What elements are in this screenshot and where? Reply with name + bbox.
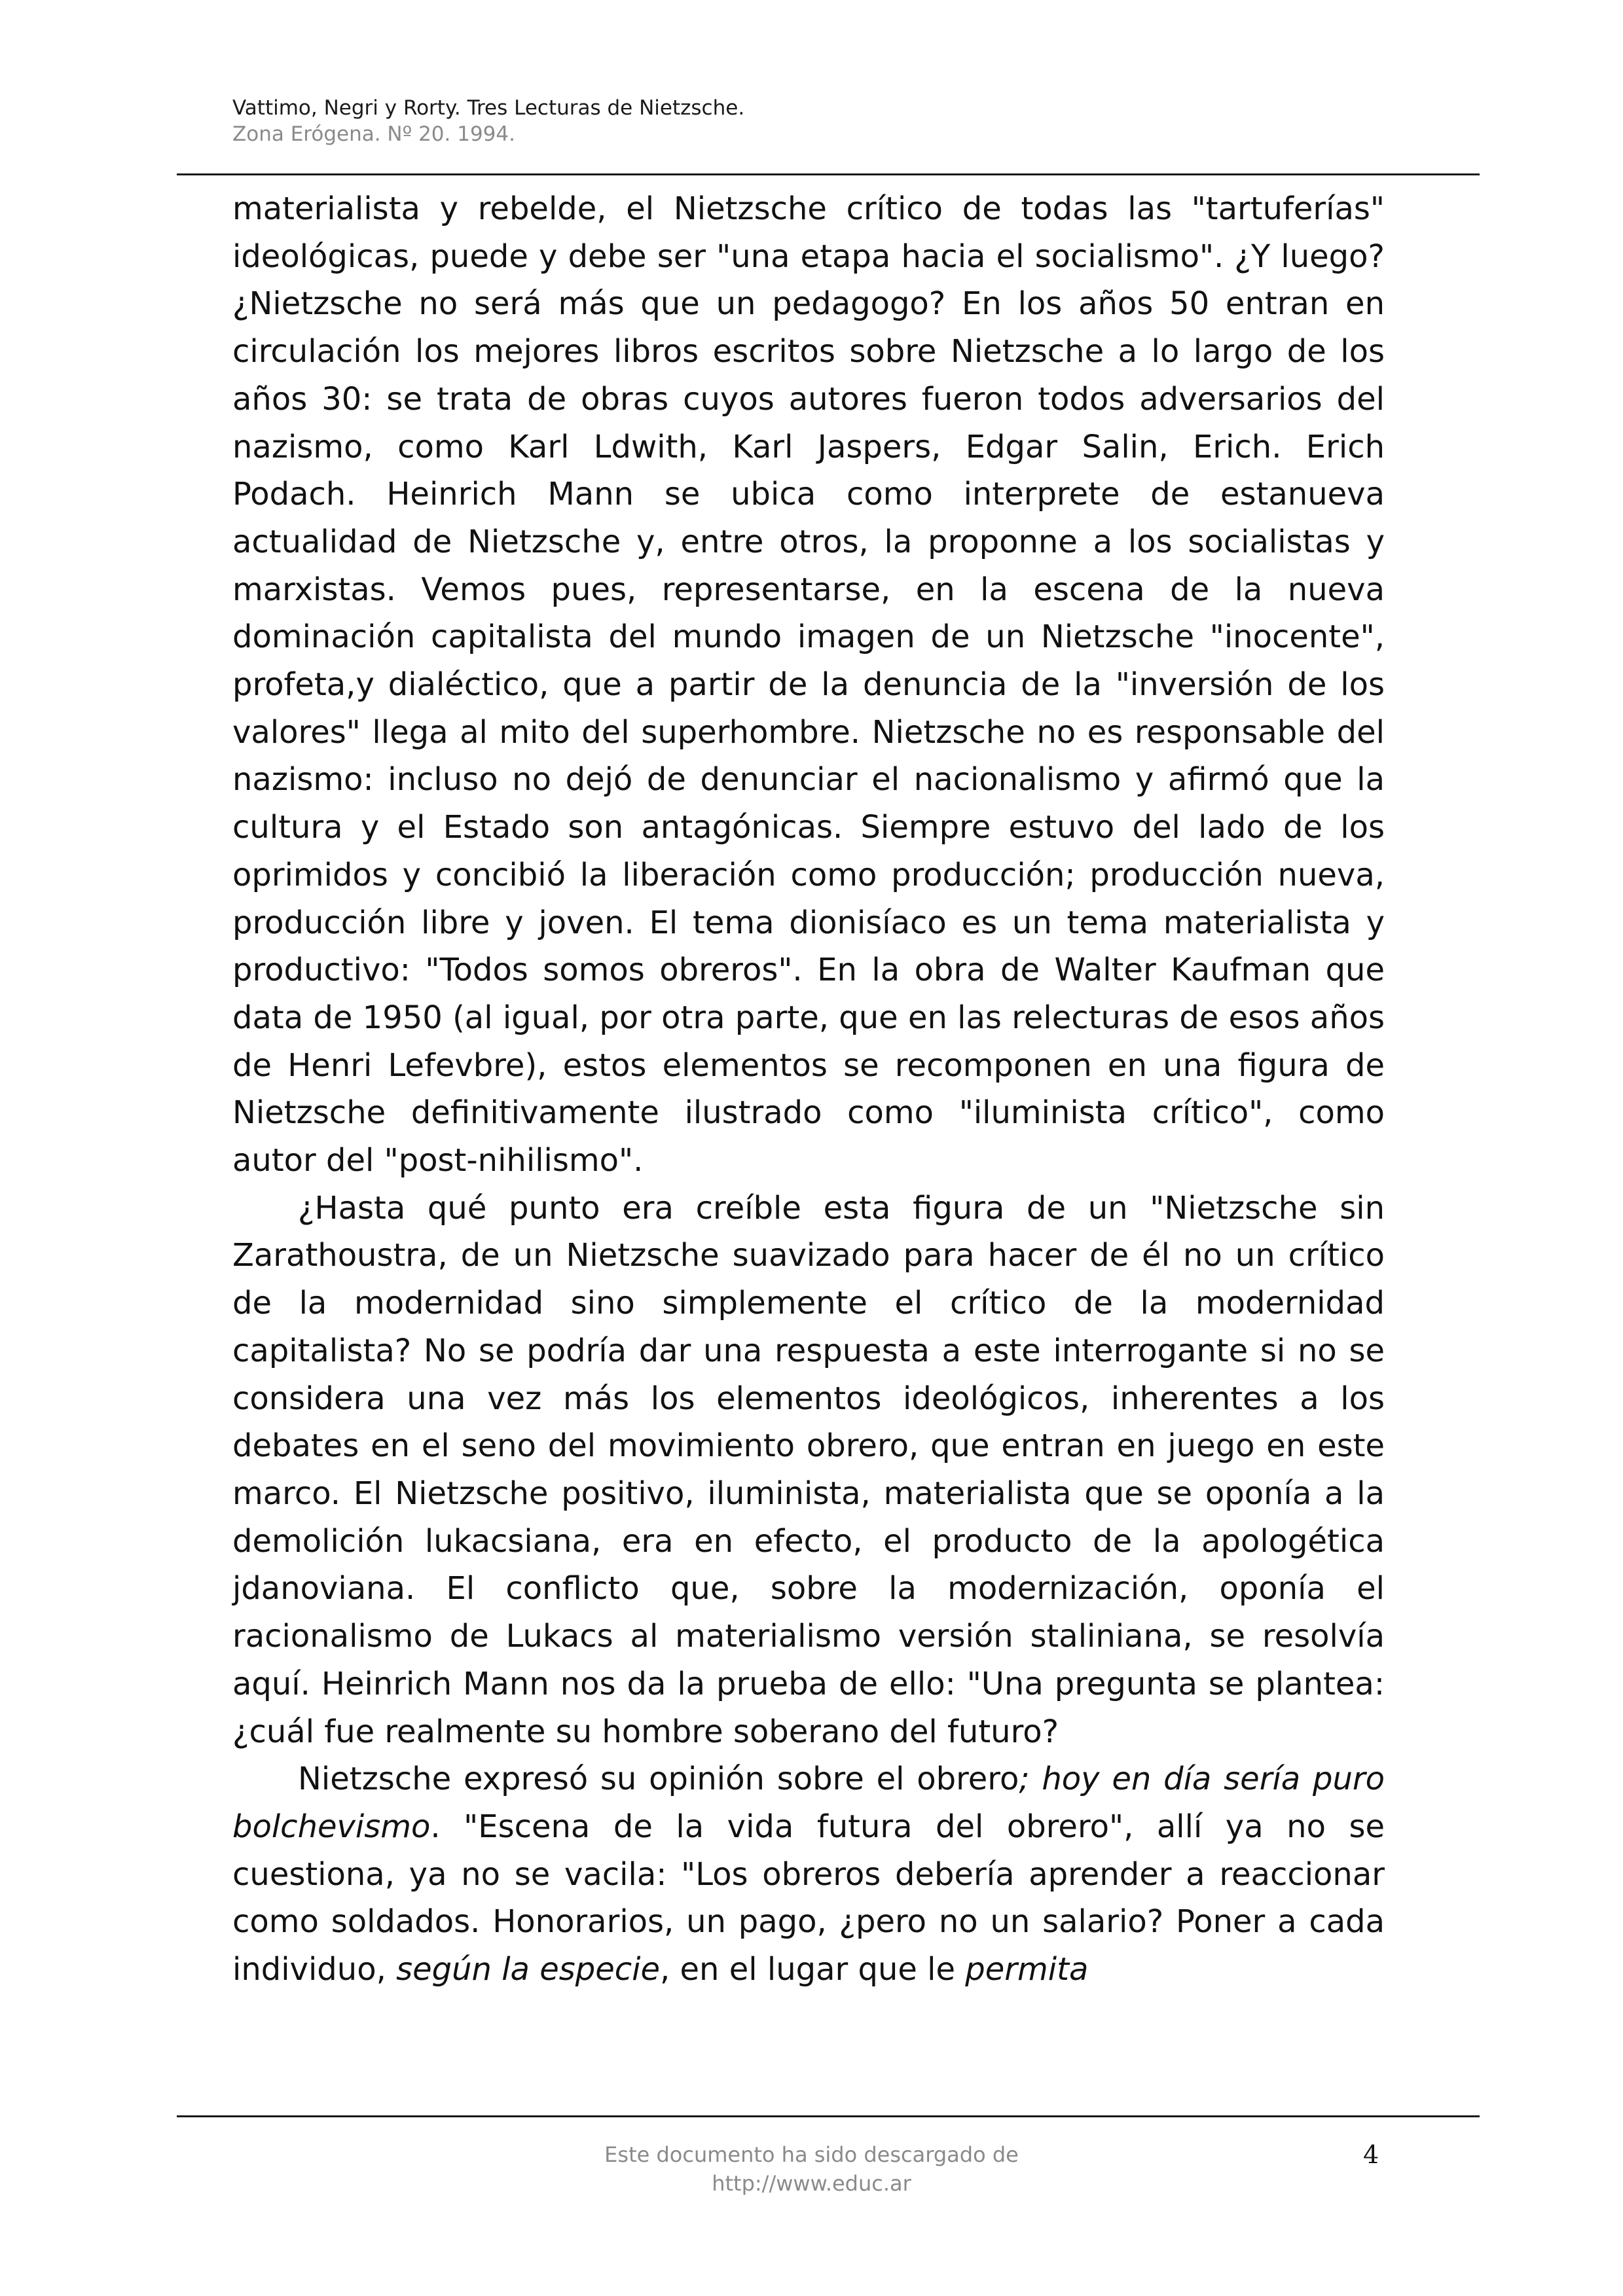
paragraph-3-italic-1: ; hoy en día sería puro bolchevismo <box>232 1761 1385 1845</box>
paragraph-3-italic-3: permita <box>965 1951 1089 1988</box>
header-subtitle: Zona Erógena. Nº 20. 1994. <box>232 122 515 146</box>
paragraph-3-italic-2: según la especie <box>396 1951 660 1988</box>
paragraph-1: materialista y rebelde, el Nietzsche crítico de todas las "tartuferías" ideológicas, puede y debe ser "una etapa hacia el socialismo". ¿Y luego? ¿Nietzsche no será más que un pedagogo? En los años 50 entran en circulación los mejores libros escritos sobre Nietzsche a lo largo de los años 30: se trata de obras cuyos autores fueron todos adversarios del nazismo, como Karl Ldwith, Karl Jaspers, Edgar Salin, Erich. Erich Podach. Heinrich Mann se ubica como interprete de estanueva actualidad de Nietzsche y, entre otros, la proponne a los socialistas y marxistas. Vemos pues, representarse, en la escena de la nueva dominación capitalista del mundo imagen de un Nietzsche "inocente", profeta,y dialéctico, que a partir de la denuncia de la "inversión de los valores" llega al mito del superhombre. Nietzsche no es responsable del nazismo: incluso no dejó de denunciar el nacionalismo y afirmó que la cultura y el Estado son antagónicas. Siempre estuvo del lado de los oprimidos y concibió la liberación como producción; producción nueva, producción libre y joven. El tema dionisíaco es un tema materialista y productivo: "Todos somos obreros". En la obra de Walter Kaufman que data de 1950 (al igual, por otra parte, que en las relecturas de esos años de Henri Lefevbre), estos elementos se recomponen en una figura de Nietzsche definitivamente ilustrado como "iluminista crítico", como autor del "post-nihilismo". <box>232 190 1385 1179</box>
footer-divider <box>177 2115 1480 2117</box>
page-footer <box>0 2140 1623 2198</box>
footer-download-note: Este documento ha sido descargado de <box>604 2142 1019 2167</box>
footer-url: http://www.educ.ar <box>712 2171 911 2196</box>
header-title: Vattimo, Negri y Rorty. Tres Lecturas de Nietzsche. <box>232 96 745 120</box>
paragraph-3 <box>232 1755 1385 1994</box>
page-number: 4 <box>1363 2140 1379 2169</box>
paragraph-3-text-1: Nietzsche expresó su opinión sobre el obrero <box>298 1761 1019 1798</box>
header-divider <box>177 173 1480 175</box>
document-body <box>232 185 1385 1994</box>
page-header <box>232 95 744 147</box>
paragraph-2: ¿Hasta qué punto era creíble esta figura de un "Nietzsche sin Zarathoustra, de un Nietzsche suavizado para hacer de él no un crítico de la modernidad sino simplemente el crítico de la modernidad capitalista? No se podría dar una respuesta a este interrogante si no se considera una vez más los elementos ideológicos, inherentes a los debates en el seno del movimiento obrero, que entran en juego en este marco. El Nietzsche positivo, iluminista, materialista que se oponía a la demolición lukacsiana, era en efecto, el producto de la apologética jdanoviana. El conflicto que, sobre la modernización, oponía el racionalismo de Lukacs al materialismo versión staliniana, se resolvía aquí. Heinrich Mann nos da la prueba de ello: "Una pregunta se plantea: ¿cuál fue realmente su hombre soberano del futuro? <box>232 1189 1385 1750</box>
paragraph-3-text-2: . "Escena de la vida futura del obrero", allí ya no se cuestiona, ya no se vacila: "Los obreros debería aprender a reaccionar como soldados. Honorarios, un pago, ¿pero no un salario? Poner a cada individuo, <box>232 1808 1385 1988</box>
paragraph-3-text-3: , en el lugar que le <box>660 1951 966 1988</box>
